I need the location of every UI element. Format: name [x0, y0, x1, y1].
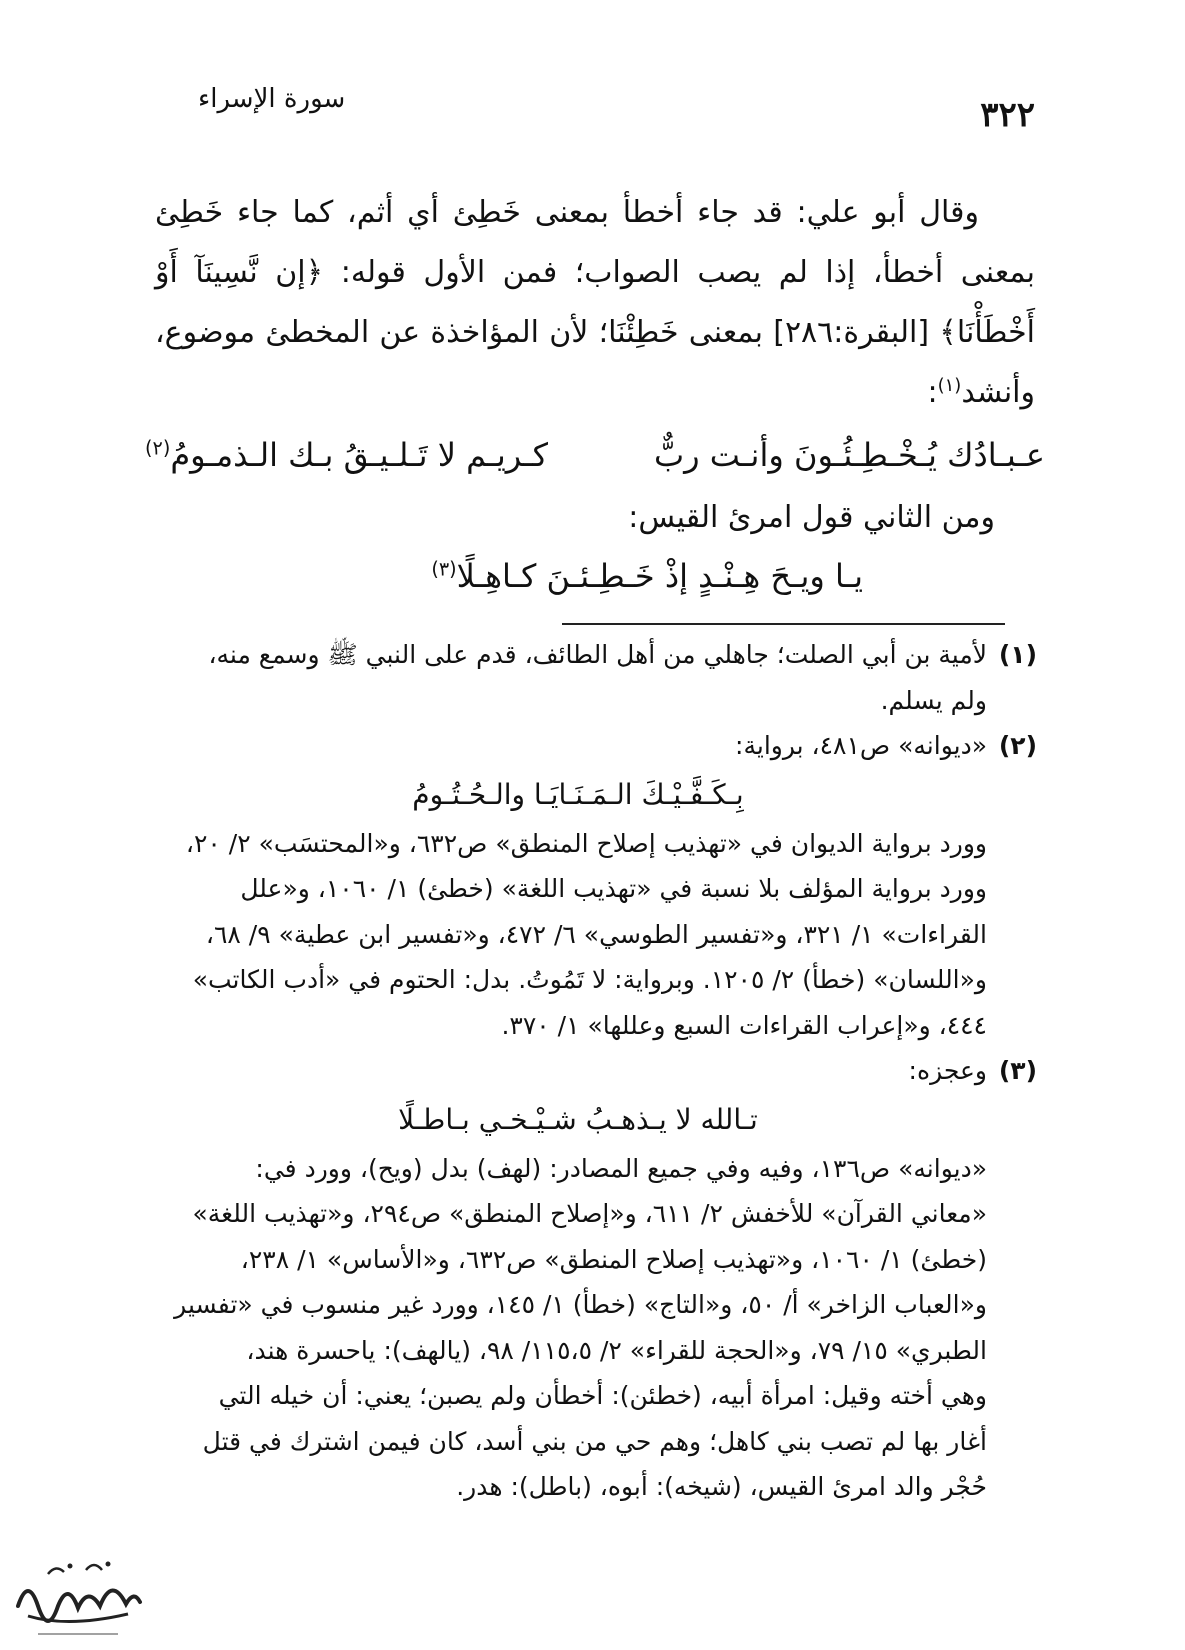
paragraph-1	[155, 183, 1035, 423]
footnote-2-line: ٤٤٤، و«إعراب القراءات السبع وعللها» ١/ ٣٧٠.	[501, 1010, 987, 1040]
footnote-3-number: (٣)	[998, 1056, 1037, 1085]
footnote-1	[159, 632, 1037, 678]
footnote-2-line: وورد برواية المؤلف بلا نسبة في «تهذيب اللغة» (خطئ) ١/ ١٠٦٠، و«علل	[240, 874, 987, 903]
footnote-3	[159, 1048, 1037, 1094]
verse-2	[431, 545, 863, 607]
footnote-ref-2: (٢)	[145, 436, 171, 460]
verse-1	[145, 424, 1045, 486]
verse-2-text: يـا ويـحَ هِـنْـدٍ إذْ خَـطِـئـنَ كـاهِـلًا	[456, 557, 863, 595]
running-title: سورة الإسراء	[198, 84, 346, 114]
watermark-logo	[8, 1546, 148, 1646]
footnote-2-line: و«اللسان» (خطأ) ٢/ ١٢٠٥. وبرواية: لا تَمُوتُ. بدل: الحتوم في «أدب الكاتب»	[192, 965, 987, 994]
footnote-3-line: حُجْر والد امرئ القيس، (شيخه): أبوه، (باطل): هدر.	[456, 1472, 987, 1501]
footnote-ref-3: (٣)	[431, 557, 457, 581]
footnote-3-line: وهي أخته وقيل: امرأة أبيه، (خطئن): أخطأن ولم يصبن؛ يعني: أن خيله التي	[218, 1381, 987, 1410]
footnote-2-verse: بِـكَـفَّـيْـكَ الـمَـنَـايَـا والـحُـتُـومُ	[412, 777, 744, 811]
verse-1-hemistich-b-text: كـريـم لا تَـلـيـقُ بـك الـذمـومُ	[170, 436, 548, 474]
footnote-3-line: و«العباب الزاخر» أ/ ٥٠، و«التاج» (خطأ) ١/ ١٤٥، وورد غير منسوب في «تفسير	[174, 1290, 987, 1319]
footnote-ref-1: (١)	[937, 375, 962, 396]
paragraph-2: ومن الثاني قول امرئ القيس:	[628, 500, 995, 535]
footnote-2-intro: «ديوانه» ص٤٨١، برواية:	[735, 731, 987, 760]
calligraphy-logo-icon	[8, 1546, 148, 1646]
paragraph-1-colon: :	[927, 375, 938, 410]
footnotes	[159, 632, 1037, 1510]
page-number: ٣٢٢	[980, 95, 1035, 135]
footnote-3-line: الطبري» ١٥/ ٧٩، و«الحجة للقراء» ٢/ ١١٥،٥/ ٩٨، (يالهف): ياحسرة هند،	[246, 1335, 987, 1365]
footnote-1-continuation: ولم يسلم.	[880, 685, 987, 715]
footnote-1-line-1: لأمية بن أبي الصلت؛ جاهلي من أهل الطائف، قدم على النبي ﷺ وسمع منه،	[208, 640, 987, 669]
footnote-3-line: «ديوانه» ص١٣٦، وفيه وفي جميع المصادر: (لهف) بدل (ويح)، وورد في:	[255, 1153, 987, 1183]
footnote-2-number: (٢)	[998, 731, 1037, 760]
footnote-3-line: أغار بها لم تصب بني كاهل؛ وهم حي من بني أسد، كان فيمن اشترك في قتل	[202, 1426, 987, 1456]
footnote-3-intro: وعجزه:	[908, 1056, 987, 1085]
main-text	[155, 183, 1035, 423]
footnote-3-verse: تـالله لا يـذهـبُ شـيْـخـي بـاطـلًا	[398, 1102, 758, 1136]
footnote-2	[159, 723, 1037, 769]
paragraph-1-text: وقال أبو علي: قد جاء أخطأ بمعنى خَطِئ أي أثم، كما جاء خَطِئ بمعنى أخطأ، إذا لم يصب الصواب؛ فمن الأول قوله: ﴿إن نَّسِينَآ أَوْ أَخْطَأْنَا﴾ [البقرة:٢٨٦] بمعنى خَطِئْنَا؛ لأن المؤاخذة عن المخطئ موضوع، وأنشد	[155, 195, 1035, 410]
footnote-3-line: (خطئ) ١/ ١٠٦٠، و«تهذيب إصلاح المنطق» ص٦٣٢، و«الأساس» ١/ ٢٣٨،	[240, 1244, 987, 1274]
footnote-2-line: القراءات» ١/ ٣٢١، و«تفسير الطوسي» ٦/ ٤٧٢، و«تفسير ابن عطية» ٩/ ٦٨،	[205, 919, 987, 949]
footnote-3-line: «معاني القرآن» للأخفش ٢/ ٦١١، و«إصلاح المنطق» ص٢٩٤، و«تهذيب اللغة»	[192, 1199, 987, 1228]
footnote-1-number: (١)	[998, 640, 1037, 669]
footnote-2-line: وورد برواية الديوان في «تهذيب إصلاح المنطق» ص٦٣٢، و«المحتسَب» ٢/ ٢٠،	[185, 828, 987, 858]
verse-1-hemistich-a: عـبـادُك يُـخْـطِـئُـونَ وأنـت ربٌّ	[653, 436, 1045, 474]
verse-1-hemistich-b	[145, 424, 548, 486]
footnote-rule	[562, 623, 1005, 625]
